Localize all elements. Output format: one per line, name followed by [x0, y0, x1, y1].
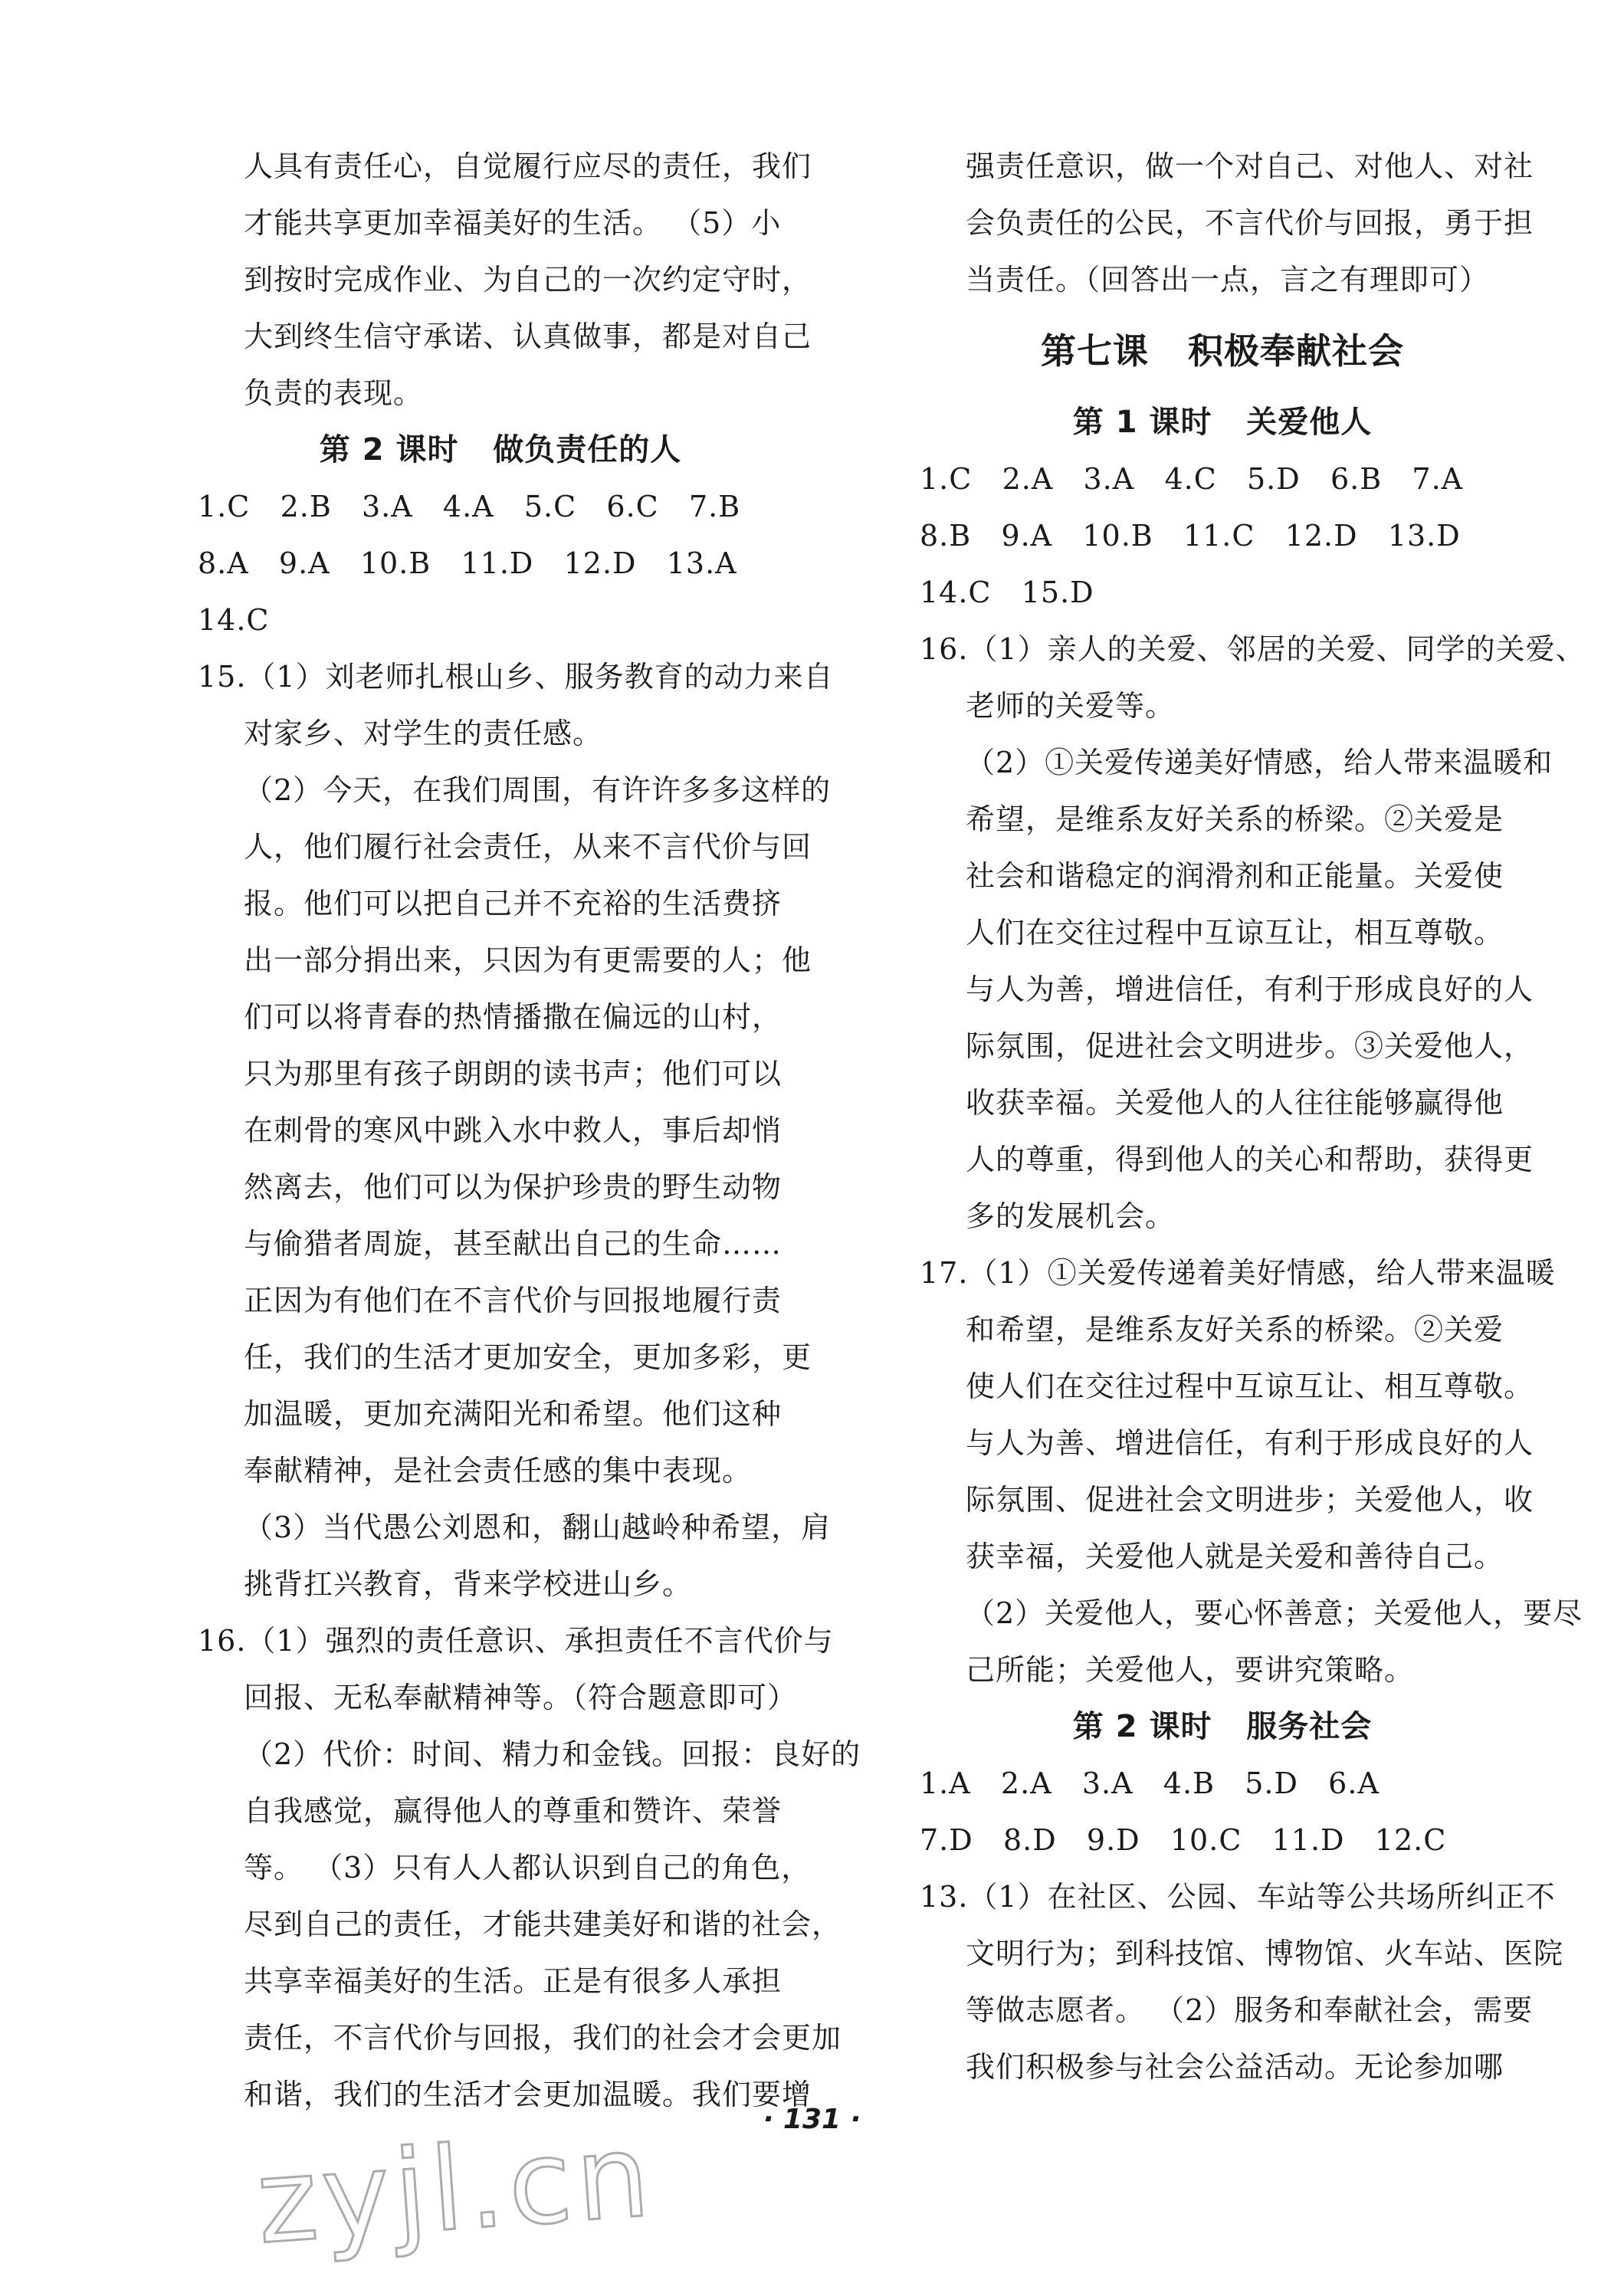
text-line: 和谐，我们的生活才会更加温暖。我们要增: [244, 2078, 812, 2111]
text-line: 才能共享更加幸福美好的生活。 （5）小: [244, 206, 782, 240]
text-line: 7.D 8.D 9.D 10.C 11.D 12.C: [920, 1823, 1447, 1857]
text-line: 社会和谐稳定的润滑剂和正能量。关爱使: [966, 859, 1504, 893]
text-line: 8.A 9.A 10.B 11.D 12.D 13.A: [198, 546, 737, 580]
text-line: 与人为善、增进信任，有利于形成良好的人: [966, 1426, 1534, 1460]
text-line: 人，他们履行社会责任，从来不言代价与回: [244, 830, 812, 864]
text-line: 挑背扛兴教育，背来学校进山乡。: [244, 1567, 693, 1601]
text-line: （2）今天，在我们周围，有许许多多这样的: [244, 773, 832, 807]
text-line: 14.C: [198, 603, 270, 637]
text-line: 收获幸福。关爱他人的人往往能够赢得他: [966, 1086, 1504, 1120]
text-line: 报。他们可以把自己并不充裕的生活费挤: [244, 887, 782, 920]
text-line: 际氛围、促进社会文明进步；关爱他人，收: [966, 1483, 1534, 1517]
text-line: 等。 （3）只有人人都认识到自己的角色，: [244, 1851, 812, 1885]
text-line: 己所能；关爱他人，要讲究策略。: [966, 1653, 1415, 1687]
text-line: 老师的关爱等。: [966, 689, 1176, 723]
text-line: 然离去，他们可以为保护珍贵的野生动物: [244, 1170, 782, 1204]
text-line: 8.B 9.A 10.B 11.C 12.D 13.D: [920, 519, 1461, 553]
lesson-heading: 第七课 积极奉献社会: [1040, 330, 1405, 372]
text-line: 与偷猎者周旋，甚至献出自己的生命……: [244, 1227, 782, 1261]
text-line: 人们在交往过程中互谅互让，相互尊敬。: [966, 916, 1504, 950]
text-line: 对家乡、对学生的责任感。: [244, 717, 603, 750]
text-line: 13.（1）在社区、公园、车站等公共场所纠正不: [920, 1880, 1556, 1914]
text-line: 14.C 15.D: [920, 576, 1094, 609]
text-line: 与人为善，增进信任，有利于形成良好的人: [966, 973, 1534, 1006]
text-line: 等做志愿者。 （2）服务和奉献社会，需要: [966, 1993, 1534, 2027]
text-line: 尽到自己的责任，才能共建美好和谐的社会，: [244, 1908, 842, 1941]
text-line: 1.A 2.A 3.A 4.B 5.D 6.A: [920, 1766, 1380, 1800]
section-heading: 第 2 课时 做负责任的人: [319, 432, 682, 467]
text-line: （3）当代愚公刘恩和，翻山越岭种希望，肩: [244, 1511, 832, 1544]
text-line: 际氛围，促进社会文明进步。③关爱他人，: [966, 1029, 1534, 1063]
watermark-logo: zyjl.cn: [252, 2109, 658, 2270]
text-line: 自我感觉，赢得他人的尊重和赞许、荣誉: [244, 1794, 782, 1828]
text-line: 希望，是维系友好关系的桥梁。②关爱是: [966, 802, 1504, 836]
text-line: （2）关爱他人，要心怀善意；关爱他人，要尽: [966, 1596, 1583, 1630]
text-line: 人的尊重，得到他人的关心和帮助，获得更: [966, 1143, 1534, 1176]
text-line: 回报、无私奉献精神等。（符合题意即可）: [244, 1681, 798, 1714]
text-line: 正因为有他们在不言代价与回报地履行责: [244, 1284, 782, 1317]
text-line: 出一部分捐出来，只因为有更需要的人；他: [244, 943, 812, 977]
text-line: 们可以将青春的热情播撒在偏远的山村，: [244, 1000, 782, 1034]
page-number: · 131 ·: [763, 2104, 861, 2135]
text-line: （2）①关爱传递美好情感，给人带来温暖和: [966, 746, 1553, 779]
section-heading: 第 1 课时 关爱他人: [1072, 405, 1373, 440]
section-heading: 第 2 课时 服务社会: [1072, 1709, 1373, 1744]
text-line: 当责任。（回答出一点，言之有理即可）: [966, 263, 1490, 297]
text-line: 加温暖，更加充满阳光和希望。他们这种: [244, 1397, 782, 1431]
text-line: 我们积极参与社会公益活动。无论参加哪: [966, 2050, 1504, 2084]
text-line: 人具有责任心，自觉履行应尽的责任，我们: [244, 149, 812, 183]
text-line: 奉献精神，是社会责任感的集中表现。: [244, 1454, 753, 1488]
text-line: 16.（1）强烈的责任意识、承担责任不言代价与: [198, 1624, 834, 1658]
text-line: 16.（1）亲人的关爱、邻居的关爱、同学的关爱、: [920, 632, 1586, 666]
text-line: 在刺骨的寒风中跳入水中救人，事后却悄: [244, 1114, 782, 1147]
text-line: 获幸福，关爱他人就是关爱和善待自己。: [966, 1540, 1504, 1573]
text-line: 17.（1）①关爱传递着美好情感，给人带来温暖: [920, 1256, 1556, 1290]
text-line: 共享幸福美好的生活。正是有很多人承担: [244, 1964, 782, 1998]
text-line: 负责的表现。: [244, 376, 424, 410]
right-column: [920, 138, 1586, 2095]
text-line: 强责任意识，做一个对自己、对他人、对社: [966, 149, 1534, 183]
text-line: 15.（1）刘老师扎根山乡、服务教育的动力来自: [198, 660, 834, 694]
text-line: （2）代价：时间、精力和金钱。回报：良好的: [244, 1737, 861, 1771]
text-line: 只为那里有孩子朗朗的读书声；他们可以: [244, 1057, 782, 1091]
text-line: 使人们在交往过程中互谅互让、相互尊敬。: [966, 1370, 1534, 1403]
text-line: 1.C 2.B 3.A 4.A 5.C 6.C 7.B: [198, 490, 741, 523]
text-line: 任，我们的生活才更加安全，更加多彩，更: [244, 1340, 812, 1374]
text-line: 文明行为；到科技馆、博物馆、火车站、医院: [966, 1937, 1564, 1970]
text-line: 到按时完成作业、为自己的一次约定守时，: [244, 263, 812, 297]
text-line: 和希望，是维系友好关系的桥梁。②关爱: [966, 1313, 1504, 1347]
text-line: 1.C 2.A 3.A 4.C 5.D 6.B 7.A: [920, 462, 1464, 496]
text-line: 大到终生信守承诺、认真做事，都是对自己: [244, 320, 812, 353]
text-line: 责任，不言代价与回报，我们的社会才会更加: [244, 2021, 842, 2055]
text-line: 多的发展机会。: [966, 1199, 1176, 1233]
text-line: 会负责任的公民，不言代价与回报，勇于担: [966, 206, 1534, 240]
